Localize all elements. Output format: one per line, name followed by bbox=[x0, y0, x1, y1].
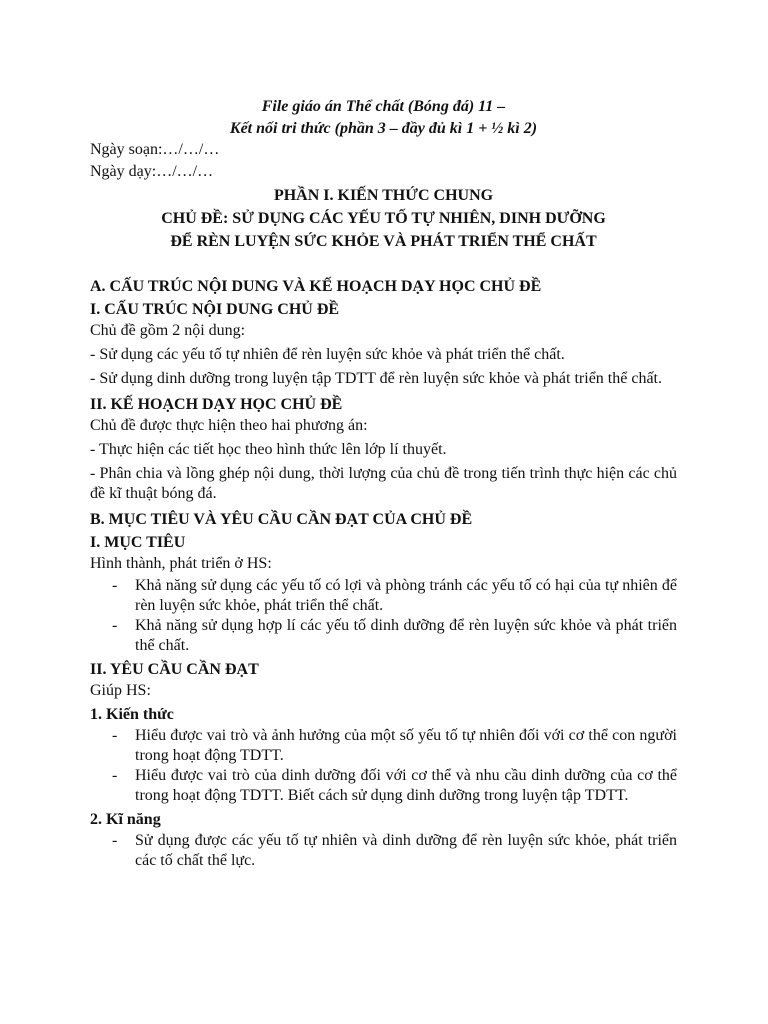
part-heading: PHẦN I. KIẾN THỨC CHUNG bbox=[273, 187, 494, 204]
spacer bbox=[90, 253, 677, 275]
list-item-text: Hiểu được vai trò và ảnh hưởng của một số yếu tố tự nhiên đối với cơ thể con người trong hoạt động TDTT. bbox=[135, 727, 677, 764]
skills-heading: 2. Kĩ năng bbox=[90, 811, 161, 828]
a2-item-2: - Phân chia và lồng ghép nội dung, thời lượng của chủ đề trong tiến trình thực hiện các chủ đề kĩ thuật bóng đá. bbox=[90, 465, 677, 502]
title-line-1: File giáo án Thể chất (Bóng đá) 11 – bbox=[261, 98, 506, 115]
topic-line-2: ĐỂ RÈN LUYỆN SỨC KHỎE VÀ PHÁT TRIỂN THỂ CHẤT bbox=[170, 233, 597, 250]
list-item bbox=[90, 576, 677, 616]
list-item bbox=[90, 831, 677, 871]
section-a-i-heading: I. CẤU TRÚC NỘI DUNG CHỦ ĐỀ bbox=[90, 301, 340, 318]
dash-marker: - bbox=[112, 577, 118, 594]
b2-intro: Giúp HS: bbox=[90, 682, 151, 699]
list-item bbox=[90, 616, 677, 656]
topic-line-1: CHỦ ĐỀ: SỬ DỤNG CÁC YẾU TỐ TỰ NHIÊN, DINH DƯỠNG bbox=[161, 210, 606, 227]
dash-marker: - bbox=[112, 767, 118, 784]
section-a-ii-heading: II. KẾ HOẠCH DẠY HỌC CHỦ ĐỀ bbox=[90, 396, 343, 413]
a2-intro: Chủ đề được thực hiện theo hai phương án: bbox=[90, 417, 368, 434]
date-teach: Ngày dạy:…/…/… bbox=[90, 163, 214, 180]
dash-marker: - bbox=[112, 727, 118, 744]
list-item-text: Khả năng sử dụng hợp lí các yếu tố dinh dưỡng để rèn luyện sức khỏe và phát triển thể chất. bbox=[135, 617, 677, 654]
document-body bbox=[90, 96, 677, 873]
dash-marker: - bbox=[112, 617, 118, 634]
list-item bbox=[90, 766, 677, 806]
section-b-heading: B. MỤC TIÊU VÀ YÊU CẦU CẦN ĐẠT CỦA CHỦ ĐỀ bbox=[90, 511, 473, 528]
b1-intro: Hình thành, phát triển ở HS: bbox=[90, 555, 272, 572]
knowledge-list bbox=[90, 726, 677, 806]
a1-item-2: - Sử dụng dinh dưỡng trong luyện tập TDTT để rèn luyện sức khỏe và phát triển thể chất. bbox=[90, 370, 662, 387]
date-prepare: Ngày soạn:…/…/… bbox=[90, 141, 220, 158]
skills-list bbox=[90, 831, 677, 871]
document-title bbox=[90, 96, 677, 140]
a1-item-1: - Sử dụng các yếu tố tự nhiên để rèn luyện sức khỏe và phát triển thể chất. bbox=[90, 346, 565, 363]
title-line-2: Kết nối tri thức (phần 3 – đầy đủ kì 1 + ½ kì 2) bbox=[229, 120, 538, 137]
section-b-i-heading: I. MỤC TIÊU bbox=[90, 534, 186, 551]
list-item-text: Sử dụng được các yếu tố tự nhiên và dinh dưỡng để rèn luyện sức khỏe, phát triển các tố chất thể lực. bbox=[135, 832, 677, 869]
knowledge-heading: 1. Kiến thức bbox=[90, 706, 174, 723]
a2-item-1: - Thực hiện các tiết học theo hình thức lên lớp lí thuyết. bbox=[90, 441, 447, 458]
list-item bbox=[90, 726, 677, 766]
dash-marker: - bbox=[112, 832, 118, 849]
list-item-text: Khả năng sử dụng các yếu tố có lợi và phòng tránh các yếu tố có hại của tự nhiên để rèn luyện sức khỏe, phát triển thể chất. bbox=[135, 577, 677, 614]
b1-list bbox=[90, 576, 677, 656]
list-item-text: Hiểu được vai trò của dinh dưỡng đối với cơ thể và nhu cầu dinh dưỡng của cơ thể trong hoạt động TDTT. Biết cách sử dụng dinh dưỡng trong luyện tập TDTT. bbox=[135, 767, 677, 804]
section-b-ii-heading: II. YÊU CẦU CẦN ĐẠT bbox=[90, 661, 259, 678]
a1-intro: Chủ đề gồm 2 nội dung: bbox=[90, 322, 246, 339]
section-a-heading: A. CẤU TRÚC NỘI DUNG VÀ KẾ HOẠCH DẠY HỌC CHỦ ĐỀ bbox=[90, 278, 542, 295]
